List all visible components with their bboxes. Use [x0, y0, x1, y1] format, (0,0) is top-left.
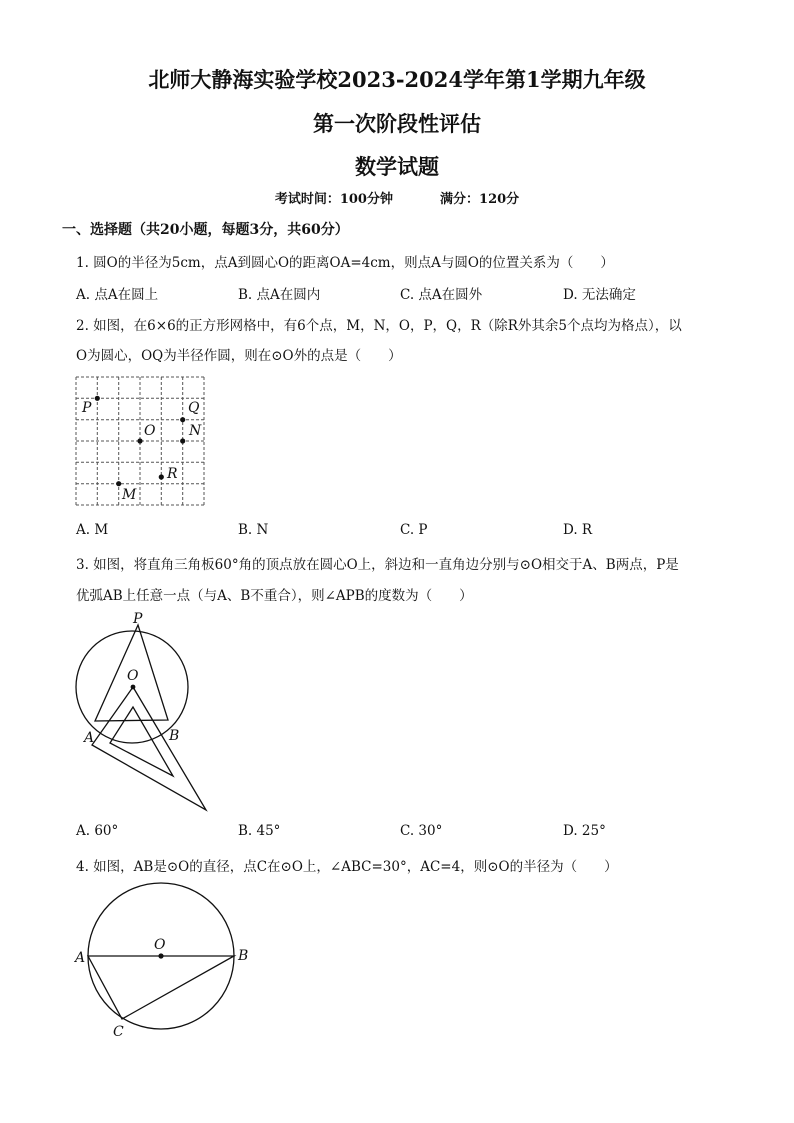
q2-option-d: D. R	[563, 522, 593, 538]
q2-option-a: A. M	[76, 522, 109, 538]
point-o	[131, 685, 136, 690]
label-c: C	[113, 1024, 124, 1040]
label-b: B	[169, 728, 180, 744]
label-r: R	[167, 466, 178, 482]
triangle-abc	[88, 956, 234, 1019]
q3-option-c: C. 30°	[400, 823, 443, 839]
label-n: N	[189, 423, 202, 439]
question-1-stem: 1. 圆O的半径为5cm，点A到圆心O的距离OA=4cm，则点A与圆O的位置关系为（ ）	[76, 255, 614, 271]
point-o	[158, 953, 163, 958]
section-heading: 一、选择题（共20小题，每题3分，共60分）	[62, 222, 349, 238]
label-o: O	[144, 423, 156, 439]
label-p: P	[82, 400, 92, 416]
point-o	[137, 438, 142, 443]
question-3-stem-line1: 3. 如图，将直角三角板60°角的顶点放在圆心O上，斜边和一直角边分别与⊙O相交于A、B两点，P是	[76, 557, 679, 573]
label-o: O	[154, 937, 166, 953]
full-score: 满分：120分	[440, 192, 520, 207]
q2-option-c: C. P	[400, 522, 428, 538]
set-square-outer	[92, 687, 206, 810]
q2-grid-figure	[70, 372, 215, 512]
point-p	[95, 396, 100, 401]
q4-circle-figure	[70, 878, 255, 1048]
question-2-stem-line1: 2. 如图，在6×6的正方形网格中，有6个点，M，N，O，P，Q，R（除R外其余5个点均为格点），以	[76, 318, 682, 334]
exam-meta	[0, 188, 794, 207]
label-b: B	[238, 948, 249, 964]
label-q: Q	[188, 400, 200, 416]
label-o: O	[127, 668, 139, 684]
question-4-stem: 4. 如图，AB是⊙O的直径，点C在⊙O上，∠ABC=30°，AC=4，则⊙O的半径为（ ）	[76, 859, 618, 875]
q1-option-b: B. 点A在圆内	[238, 287, 321, 303]
question-3-stem-line2: 优弧AB上任意一点（与A、B不重合），则∠APB的度数为（ ）	[76, 588, 473, 604]
q1-option-a: A. 点A在圆上	[76, 287, 159, 303]
exam-title-line3: 数学试题	[355, 154, 439, 179]
q3-triangle-figure	[66, 608, 216, 818]
point-m	[116, 481, 121, 486]
label-p: P	[133, 611, 143, 627]
point-n	[180, 438, 185, 443]
label-m: M	[122, 487, 137, 503]
q2-option-b: B. N	[238, 522, 269, 538]
q3-option-b: B. 45°	[238, 823, 281, 839]
q1-option-d: D. 无法确定	[563, 287, 636, 303]
q3-option-a: A. 60°	[76, 823, 119, 839]
q3-option-d: D. 25°	[563, 823, 606, 839]
point-q	[180, 417, 185, 422]
q1-option-c: C. 点A在圆外	[400, 287, 483, 303]
exam-time: 考试时间：100分钟	[274, 192, 393, 207]
exam-title-line1: 北师大静海实验学校2023-2024学年第1学期九年级	[148, 67, 646, 92]
label-a: A	[84, 730, 95, 746]
question-2-stem-line2: O为圆心，OQ为半径作圆，则在⊙O外的点是（ ）	[76, 348, 402, 364]
label-a: A	[75, 950, 86, 966]
point-r	[159, 474, 164, 479]
exam-title-line2: 第一次阶段性评估	[313, 111, 481, 136]
